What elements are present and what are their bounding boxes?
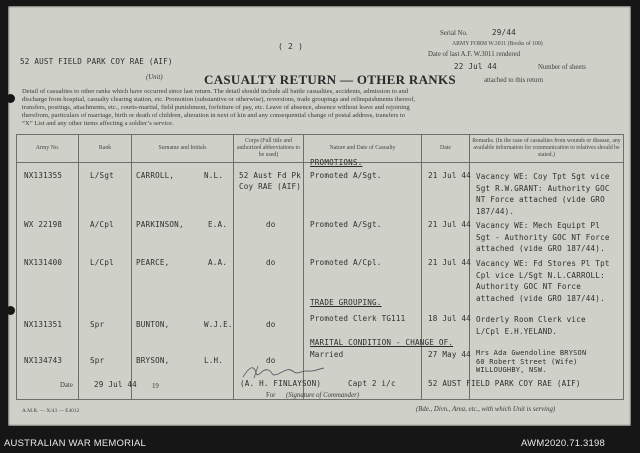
print-code: A.M.R. — X/43 — E4012: [22, 408, 80, 414]
commander-caption: (Signature of Commander): [286, 392, 359, 399]
remarks-line: Mrs Ada Gwendoline BRYSON: [476, 349, 587, 357]
initials: L.H.: [204, 356, 224, 365]
remarks: [476, 171, 610, 217]
remarks-line: Authority GOC NT Force: [476, 282, 581, 291]
surname: PARKINSON,: [136, 220, 184, 229]
initials: A.A.: [208, 258, 228, 267]
remarks-line: 60 Robert Street (Wife): [476, 357, 578, 366]
remarks-line: WILLOUGHBY, NSW.: [476, 366, 547, 374]
remarks-line: Sgt R.W.GRANT: Authority GOC: [476, 183, 610, 193]
rank: L/Sgt: [90, 171, 114, 180]
unit-caption: (Unit): [146, 74, 163, 81]
corps: do: [266, 220, 276, 229]
rank: Spr: [90, 356, 105, 365]
remarks-line: attached (vide GRO 187/44).: [476, 293, 605, 303]
corps: do: [266, 356, 276, 365]
initials: W.J.E.: [204, 320, 233, 329]
date-of-last-form-label: Date of last A.F. W.3011 rendered: [428, 51, 521, 58]
surname: BUNTON,: [136, 320, 170, 329]
remarks-line: Cpl vice L/Sgt N.L.CARROLL:: [476, 270, 605, 280]
serial-value: 29/44: [492, 28, 516, 37]
nature-of-casualty: Promoted A/Sgt.: [310, 220, 382, 229]
column-header-date: Date: [422, 135, 470, 163]
remarks-line: attached (vide GRO 187/44).: [476, 244, 605, 253]
nature-of-casualty: Married: [310, 350, 344, 359]
army-number: NX131400: [24, 258, 63, 267]
date-value: 29 Jul 44: [94, 380, 137, 389]
signatory-rank: Capt 2 i/c: [348, 379, 396, 388]
year-suffix: 19: [152, 383, 159, 390]
section-heading-marital: MARITAL CONDITION - CHANGE OF.: [310, 338, 454, 347]
punch-hole: [6, 306, 15, 315]
remarks-line: Vacancy WE: Fd Stores Pl Tpt: [476, 259, 610, 268]
instructions-line: therefrom, particulars of marriage, birth or death of children, alteration in next of kin and any consequential change of postal address, transfers to: [22, 112, 406, 119]
serial-label: Serial No.: [440, 30, 468, 37]
signatory-name: (A. H. FINLAYSON): [240, 379, 322, 388]
surname: BRYSON,: [136, 356, 170, 365]
corps: do: [266, 320, 276, 329]
document-title: CASUALTY RETURN — OTHER RANKS: [204, 72, 456, 87]
casualty-date: 27 May 44: [428, 350, 471, 359]
remarks-line: Vacancy WE: Mech Equipt Pl: [476, 221, 601, 230]
nature-of-casualty: Promoted Clerk TG111: [310, 314, 406, 323]
rank: Spr: [90, 320, 105, 329]
serving-unit: 52 AUST FIELD PARK COY RAE (AIF): [428, 379, 581, 388]
column-header-army-no: Army No.: [17, 135, 79, 163]
nature-of-casualty: Promoted A/Cpl.: [310, 258, 382, 267]
initials: E.A.: [208, 220, 228, 229]
casualty-date: 21 Jul 44: [428, 220, 471, 229]
instructions-line: Detail of casualties to other ranks which have occurred since last return. The detail should include all battle casualties, accidents, admission to and: [22, 88, 409, 95]
remarks-line: Sgt - Authority GOC NT Force: [476, 232, 610, 242]
rank: L/Cpl: [90, 258, 114, 267]
table-cell: [422, 163, 470, 400]
page-marker: ( 2 ): [278, 42, 304, 51]
remarks-line: Vacancy WE: Coy Tpt Sgt vice: [476, 172, 610, 181]
instructions-line: “X” List and any other items affecting a soldier’s service.: [22, 120, 174, 127]
corps: 52 Aust Fd Pk: [239, 171, 302, 180]
punch-hole: [6, 94, 15, 103]
document-sheet: [8, 6, 631, 426]
army-number: NX131351: [24, 320, 63, 329]
casualty-date: 18 Jul 44: [428, 314, 471, 323]
instructions-line: transfers, postings, attachments, etc., courts-martial, field punishment, forfeiture of pay, etc. Leave of absence, absence without leave and rejoining: [22, 104, 410, 111]
corps-line-2: Coy RAE (AIF): [239, 182, 302, 191]
remarks-line: L/Cpl E.H.YELAND.: [476, 326, 558, 336]
army-number: NX134743: [24, 356, 63, 365]
for-label: For: [266, 392, 276, 399]
bde-caption: (Bde., Divn., Area, etc., with which Unit is serving): [416, 406, 556, 413]
surname: CARROLL,: [136, 171, 175, 180]
section-heading-promotions: PROMOTIONS.: [310, 158, 363, 167]
remarks: [476, 314, 586, 337]
column-header-remarks: Remarks. (In the case of casualties from wounds or disease, any available information for communication to relatives should be stated.): [470, 135, 624, 163]
date-of-last-form-value: 22 Jul 44: [454, 62, 497, 71]
remarks: [476, 349, 586, 375]
archive-caption-right: AWM2020.71.3198: [521, 438, 605, 449]
instructions-line: discharge from hospital, casualty clearing station, etc. Promotion (substantive or otherwise), reversions, trade groupings and relinquishments thereof,: [22, 96, 416, 103]
instructions-text: [22, 88, 618, 128]
attached-label: attached to this return: [484, 77, 544, 84]
column-header-nature: Nature and Date of Casualty: [304, 135, 422, 163]
date-label: Date: [60, 382, 73, 389]
army-form-label: ARMY FORM W.3011 (Books of 100): [452, 41, 543, 47]
corps: do: [266, 258, 276, 267]
army-number: NX131355: [24, 171, 63, 180]
remarks-line: 187/44).: [476, 206, 515, 216]
army-number: WX 22198: [24, 220, 63, 229]
sheets-label: Number of sheets: [538, 64, 586, 71]
unit-name: 52 AUST FIELD PARK COY RAE (AIF): [20, 57, 173, 66]
section-heading-trade-grouping: TRADE GROUPING.: [310, 298, 382, 307]
rank: A/Cpl: [90, 220, 114, 229]
column-header-rank: Rank: [79, 135, 132, 163]
table-cell: [79, 163, 132, 400]
casualty-date: 21 Jul 44: [428, 258, 471, 267]
remarks: [476, 258, 610, 304]
initials: N.L.: [204, 171, 224, 180]
remarks-line: NT Force attached (vide GRO: [476, 195, 605, 204]
remarks-line: Orderly Room Clerk vice: [476, 315, 586, 324]
casualty-date: 21 Jul 44: [428, 171, 471, 180]
table-bottom-rule: [16, 399, 623, 400]
surname: PEARCE,: [136, 258, 170, 267]
column-header-surname: Surname and Initials: [132, 135, 234, 163]
column-header-corps: Corps (Full title and authorized abbreviations to be used): [234, 135, 304, 163]
archive-caption-left: AUSTRALIAN WAR MEMORIAL: [4, 438, 147, 449]
nature-of-casualty: Promoted A/Sgt.: [310, 171, 382, 180]
remarks: [476, 220, 610, 255]
